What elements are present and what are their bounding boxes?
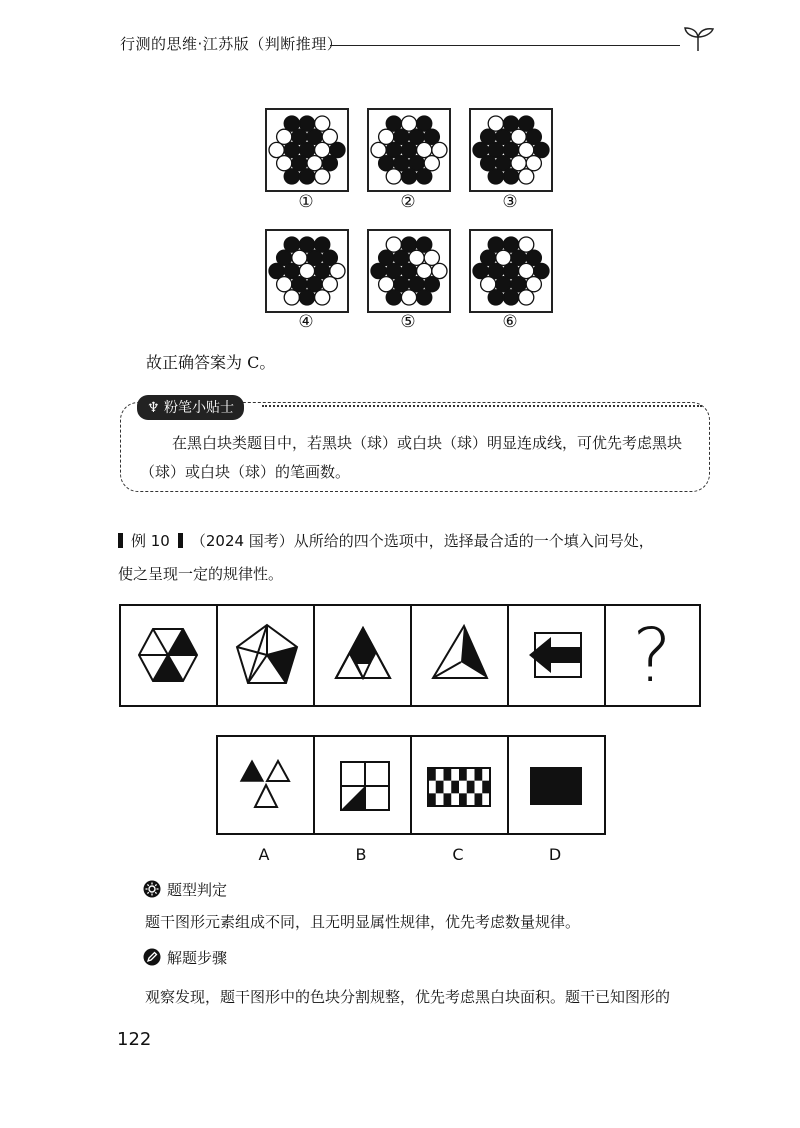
figure-label-3: ③ xyxy=(502,192,518,212)
pentagon-figure xyxy=(235,623,299,685)
ball-figure-box xyxy=(367,108,451,192)
section-text-type: 题干图形元素组成不同，且无明显属性规律，优先考虑数量规律。 xyxy=(145,913,581,931)
running-header: 行测的思维·江苏版（判断推理） xyxy=(120,35,343,53)
hexagon-figure xyxy=(138,627,198,683)
section-title-type: 题型判定 xyxy=(167,881,228,899)
example-line-1: （2024 国考）从所给的四个选项中，选择最合适的一个填入问号处， xyxy=(190,532,654,550)
checker-cell xyxy=(436,781,444,794)
cell-divider xyxy=(604,606,606,705)
sprout-icon xyxy=(682,26,716,52)
ball xyxy=(503,169,518,184)
tip-tag xyxy=(137,395,244,420)
option-b-figure[interactable] xyxy=(339,760,391,812)
header-rule xyxy=(330,45,680,46)
figure-label-5: ⑤ xyxy=(400,312,416,332)
option-label-b: B xyxy=(355,845,367,864)
ball xyxy=(488,169,503,184)
marker-bar xyxy=(178,533,183,548)
checker-cell xyxy=(428,793,436,806)
ball xyxy=(519,290,534,305)
cell-divider xyxy=(313,737,315,833)
sun-icon xyxy=(143,880,161,898)
triangle-figure xyxy=(334,626,392,680)
example-heading xyxy=(118,530,654,552)
page-number: 122 xyxy=(117,1029,152,1050)
ball xyxy=(401,290,416,305)
figure-label-1: ① xyxy=(298,192,314,212)
cell-divider xyxy=(507,606,509,705)
checker-cell xyxy=(467,781,475,794)
checker-cell xyxy=(475,768,483,781)
arrow-figure xyxy=(527,631,589,679)
option-label-d: D xyxy=(548,845,562,864)
options-row xyxy=(216,735,606,835)
option-a-figure[interactable] xyxy=(238,757,294,813)
checker-cell xyxy=(459,793,467,806)
conclusion-text: 故正确答案为 C。 xyxy=(146,353,276,372)
triangle-wedge-figure xyxy=(431,624,489,680)
option-c-figure[interactable] xyxy=(427,767,491,807)
question-mark: ? xyxy=(632,613,672,699)
ball xyxy=(284,169,299,184)
ball xyxy=(315,290,330,305)
checker-cell xyxy=(459,768,467,781)
ball xyxy=(488,290,503,305)
option-d-figure[interactable] xyxy=(529,766,583,806)
cell-divider xyxy=(216,606,218,705)
ball-figure-box xyxy=(469,108,553,192)
pencil-icon xyxy=(143,948,161,966)
checker-cell xyxy=(451,781,459,794)
checker-cell xyxy=(444,768,452,781)
example-label: 例 10 xyxy=(131,532,170,550)
sequence-row xyxy=(119,604,701,707)
ball xyxy=(299,169,314,184)
cell-divider xyxy=(313,606,315,705)
marker-bar xyxy=(118,533,123,548)
leaf-icon: ♆ xyxy=(147,400,165,416)
ball-figure-box xyxy=(265,108,349,192)
checker-cell xyxy=(428,768,436,781)
figure-label-2: ② xyxy=(400,192,416,212)
ball xyxy=(386,169,401,184)
option-label-a: A xyxy=(258,845,270,864)
ball xyxy=(386,290,401,305)
figure-label-6: ⑥ xyxy=(502,312,518,332)
example-line-2: 使之呈现一定的规律性。 xyxy=(118,565,284,583)
tip-line-1: 在黑白块类题目中，若黑块（球）或白块（球）明显连成线，可优先考虑黑块 xyxy=(172,434,683,452)
section-title-steps: 解题步骤 xyxy=(167,949,228,967)
tip-tag-label: 粉笔小贴士 xyxy=(164,400,235,416)
ball-figure-box xyxy=(367,229,451,313)
tip-line-2: （球）或白块（球）的笔画数。 xyxy=(140,463,351,481)
ball-figure-box xyxy=(469,229,553,313)
ball xyxy=(299,290,314,305)
tip-divider xyxy=(262,405,702,407)
ball xyxy=(417,169,432,184)
checker-cell xyxy=(475,793,483,806)
section-text-steps: 观察发现，题干图形中的色块分割规整，优先考虑黑白块面积。题干已知图形的 xyxy=(145,988,671,1006)
checker-cell xyxy=(482,781,490,794)
ball xyxy=(417,290,432,305)
ball xyxy=(401,169,416,184)
ball xyxy=(284,290,299,305)
cell-divider xyxy=(507,737,509,833)
cell-divider xyxy=(410,737,412,833)
ball-figure-box xyxy=(265,229,349,313)
ball xyxy=(315,169,330,184)
figure-label-4: ④ xyxy=(298,312,314,332)
checker-cell xyxy=(444,793,452,806)
ball xyxy=(519,169,534,184)
option-label-c: C xyxy=(452,845,464,864)
ball xyxy=(503,290,518,305)
cell-divider xyxy=(410,606,412,705)
